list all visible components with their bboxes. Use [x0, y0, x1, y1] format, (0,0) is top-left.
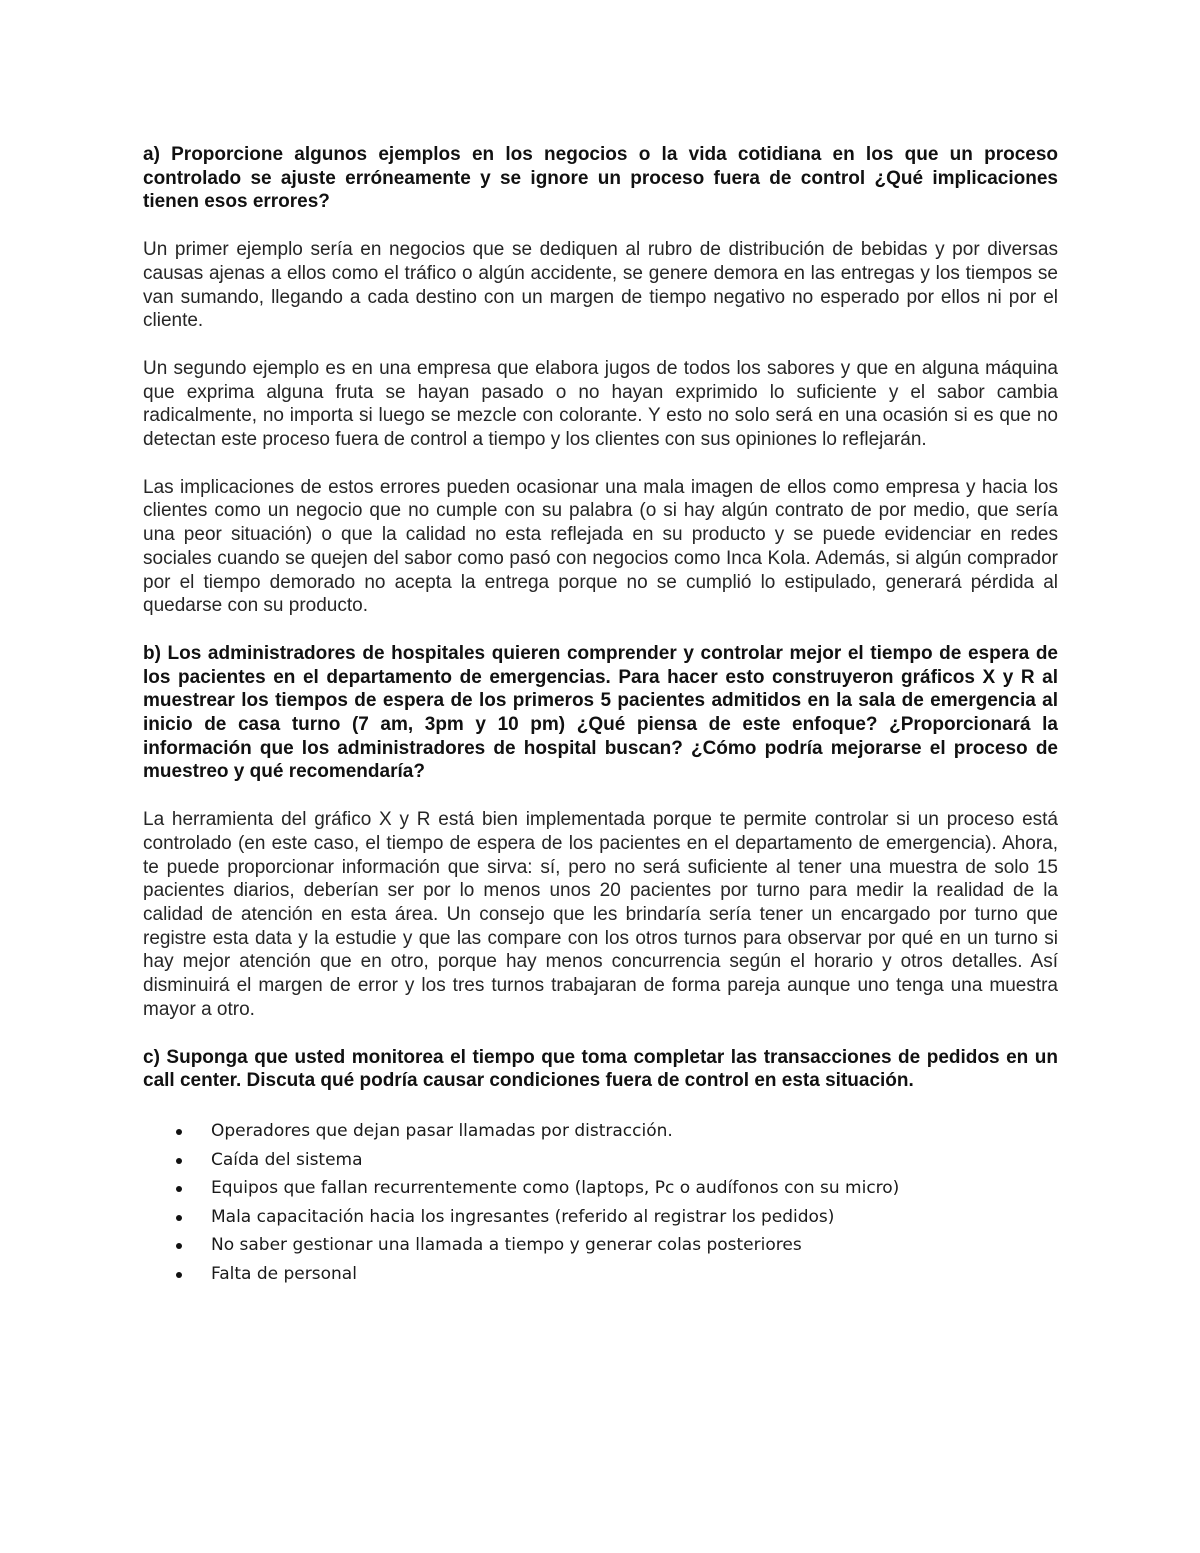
answer-a-paragraph-1: Un primer ejemplo sería en negocios que se dediquen al rubro de distribución de bebidas y por diversas causas ajenas a ellos como el tráfico o algún accidente, se genere demora en las entregas y los tiempos se van sumando, llegando a cada destino con un margen de tiempo negativo no esperado por ellos ni por el cliente.	[143, 239, 1058, 332]
list-item-text: Mala capacitación hacia los ingresantes (referido al registrar los pedidos)	[211, 1206, 835, 1227]
list-item	[143, 1260, 1058, 1289]
answer-b-paragraph-1: La herramienta del gráfico X y R está bien implementada porque te permite controlar si un proceso está controlado (en este caso, el tiempo de espera de los pacientes en el departamento de emergencia). Ahora, te puede proporcionar información que sirva: sí, pero no será suficiente al tener una muestra de solo 15 pacientes diarios, deberían ser por lo menos unos 20 pacientes por turno para medir la realidad de la calidad de atención en esta área. Un consejo que les brindaría sería tener un encargado por turno que registre esta data y la estudie y que las compare con los otros turnos para observar por qué en un turno si hay mejor atención que en otro, porque hay menos concurrencia según el horario y otros detalles. Así disminuirá el margen de error y los tres turnos trabajaran de forma pareja aunque uno tenga una muestra mayor a otro.	[143, 809, 1058, 1020]
list-item-text: Equipos que fallan recurrentemente como (laptops, Pc o audífonos con su micro)	[211, 1178, 900, 1199]
question-b: b) Los administradores de hospitales quieren comprender y controlar mejor el tiempo de espera de los pacientes en el departamento de emergencias. Para hacer esto construyeron gráficos X y R al muestrear los tiempos de espera de los primeros 5 pacientes admitidos en la sala de emergencia al inicio de casa turno (7 am, 3pm y 10 pm) ¿Qué piensa de este enfoque? ¿Proporcionará la información que los administradores de hospital buscan? ¿Cómo podría mejorarse el proceso de muestreo y qué recomendaría?	[143, 642, 1058, 783]
answer-a-paragraph-2: Un segundo ejemplo es en una empresa que elabora jugos de todos los sabores y que en alguna máquina que exprima alguna fruta se hayan pasado o no hayan exprimido lo suficiente y el sabor cambia radicalmente, no importa si luego se mezcle con colorante. Y esto no solo será en una ocasión si es que no detectan este proceso fuera de control a tiempo y los clientes con sus opiniones lo reflejarán.	[143, 357, 1058, 451]
list-item	[143, 1117, 1058, 1146]
bullet-icon	[176, 1129, 182, 1135]
bullet-icon	[176, 1272, 182, 1278]
bullet-icon	[176, 1243, 182, 1249]
bullet-icon	[176, 1215, 182, 1221]
list-item	[143, 1231, 1058, 1260]
list-item-text: Falta de personal	[211, 1263, 357, 1284]
document-page	[143, 143, 1058, 1288]
list-item	[143, 1174, 1058, 1203]
question-c: c) Suponga que usted monitorea el tiempo que toma completar las transacciones de pedidos en un call center. Discuta qué podría causar condiciones fuera de control en esta situación.	[143, 1046, 1058, 1092]
answer-c-bullet-list	[143, 1117, 1058, 1289]
bullet-icon	[176, 1186, 182, 1192]
list-item-text: No saber gestionar una llamada a tiempo y generar colas posteriores	[211, 1235, 802, 1256]
list-item	[143, 1146, 1058, 1175]
list-item-text: Operadores que dejan pasar llamadas por distracción.	[211, 1120, 673, 1141]
list-item	[143, 1203, 1058, 1232]
answer-a-paragraph-3: Las implicaciones de estos errores pueden ocasionar una mala imagen de ellos como empresa y hacia los clientes como un negocio que no cumple con su palabra (o si hay algún contrato de por medio, que sería una peor situación) o que la calidad no esta reflejada en su producto y se puede evidenciar en redes sociales cuando se quejen del sabor como pasó con negocios como Inca Kola. Además, si algún comprador por el tiempo demorado no acepta la entrega porque no se cumplió lo estipulado, generará pérdida al quedarse con su producto.	[143, 476, 1058, 617]
bullet-icon	[176, 1158, 182, 1164]
list-item-text: Caída del sistema	[211, 1149, 363, 1170]
question-a: a) Proporcione algunos ejemplos en los negocios o la vida cotidiana en los que un proceso controlado se ajuste erróneamente y se ignore un proceso fuera de control ¿Qué implicaciones tienen esos errores?	[143, 144, 1058, 213]
